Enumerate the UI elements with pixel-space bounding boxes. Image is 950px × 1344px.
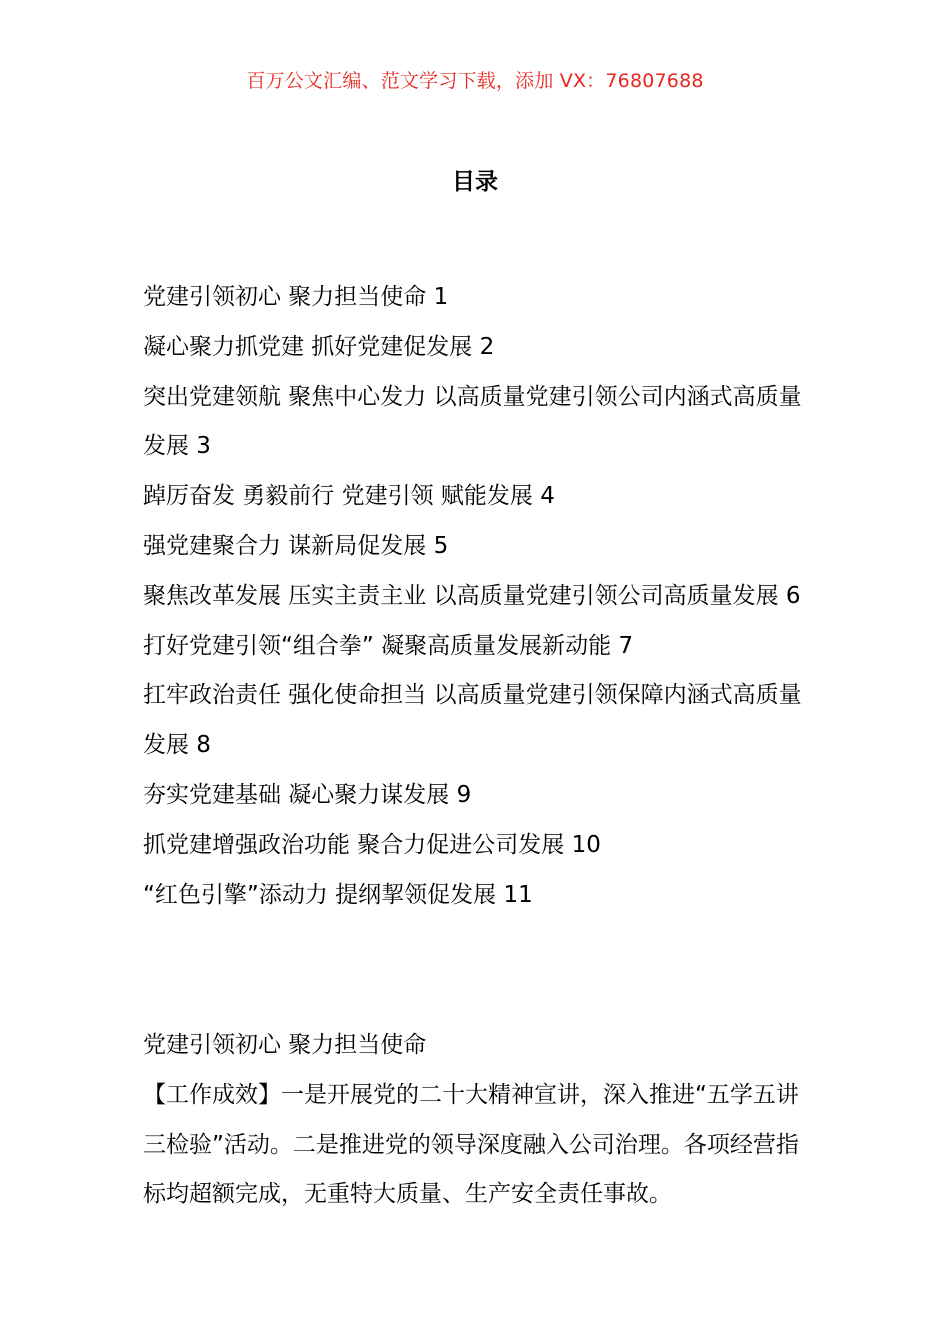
- toc-item[interactable]: 强党建聚合力 谋新局促发展 5: [143, 532, 449, 559]
- section-body: 【工作成效】一是开展党的二十大精神宣讲，深入推进“五学五讲三检验”活动。二是推进党的领导深度融入公司治理。各项经营指标均超额完成，无重特大质量、生产安全责任事故。: [143, 1081, 799, 1208]
- toc-item[interactable]: 夯实党建基础 凝心聚力谋发展 9: [143, 781, 472, 808]
- toc-item[interactable]: 突出党建领航 聚焦中心发力 以高质量党建引领公司内涵式高质量发展 3: [143, 383, 802, 460]
- toc-item[interactable]: 扛牢政治责任 强化使命担当 以高质量党建引领保障内涵式高质量发展 8: [143, 682, 802, 759]
- toc-item[interactable]: 踔厉奋发 勇毅前行 党建引领 赋能发展 4: [143, 483, 555, 510]
- table-of-contents: [143, 273, 813, 920]
- toc-item[interactable]: 打好党建引领“组合拳” 凝聚高质量发展新动能 7: [143, 632, 634, 659]
- toc-item[interactable]: 党建引领初心 聚力担当使命 1: [143, 284, 449, 310]
- toc-item[interactable]: 聚焦改革发展 压实主责主业 以高质量党建引领公司高质量发展 6: [143, 582, 801, 609]
- toc-item[interactable]: 抓党建增强政治功能 聚合力促进公司发展 10: [143, 831, 601, 858]
- article-section: [143, 1021, 811, 1220]
- toc-title: 目录: [452, 169, 498, 195]
- section-heading: 党建引领初心 聚力担当使命: [143, 1032, 427, 1058]
- toc-item[interactable]: “红色引擎”添动力 提纲挈领促发展 11: [143, 881, 533, 908]
- toc-item[interactable]: 凝心聚力抓党建 抓好党建促发展 2: [143, 333, 495, 360]
- header-watermark-note: 百万公文汇编、范文学习下载，添加 VX：76807688: [246, 70, 704, 92]
